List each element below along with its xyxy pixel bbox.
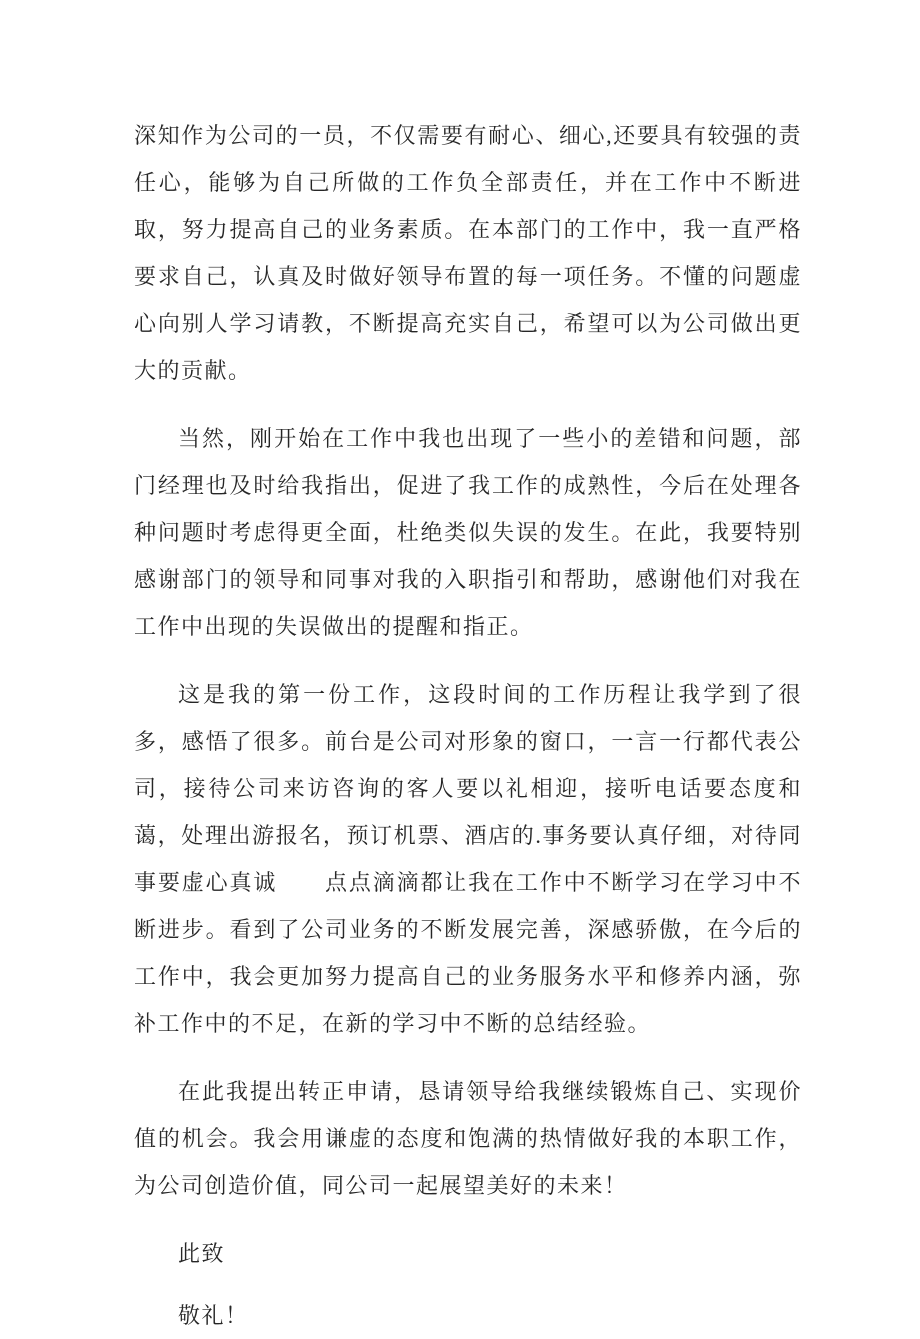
closing-respect: 敬礼！: [178, 1303, 249, 1328]
body-paragraph-3: 这是我的第一份工作，这段时间的工作历程让我学到了很多，感悟了很多。前台是公司对形象的窗口，一言一行都代表公司，接待公司来访咨询的客人要以礼相迎，接听电话要态度和蔼，处理出游报名，预订机票、酒店的.事务要认真仔细，对待同事要虚心真诚 点点滴滴都让我在工作中不断学习在学习中不断进步。看到了公司业务的不断发展完善，深感骄傲，在今后的工作中，我会更加努力提高自己的业务服务水平和修养内涵，弥补工作中的不足，在新的学习中不断的总结经验。: [134, 682, 802, 1036]
body-paragraph-2: 当然，刚开始在工作中我也出现了一些小的差错和问题，部门经理也及时给我指出，促进了我工作的成熟性，今后在处理各种问题时考虑得更全面，杜绝类似失误的发生。在此，我要特别感谢部门的领导和同事对我的入职指引和帮助，感谢他们对我在工作中出现的失误做出的提醒和指正。: [134, 426, 802, 639]
body-paragraph-1: 深知作为公司的一员，不仅需要有耐心、细心,还要具有较强的责任心，能够为自己所做的工作负全部责任，并在工作中不断进取，努力提高自己的业务素质。在本部门的工作中，我一直严格要求自己，认真及时做好领导布置的每一项任务。不懂的问题虚心向别人学习请教，不断提高充实自己，希望可以为公司做出更大的贡献。: [134, 123, 802, 383]
closing-salutation: 此致: [178, 1241, 226, 1266]
body-paragraph-4: 在此我提出转正申请，恳请领导给我继续锻炼自己、实现价值的机会。我会用谦虚的态度和饱满的热情做好我的本职工作，为公司创造价值，同公司一起展望美好的未来！: [134, 1079, 802, 1198]
